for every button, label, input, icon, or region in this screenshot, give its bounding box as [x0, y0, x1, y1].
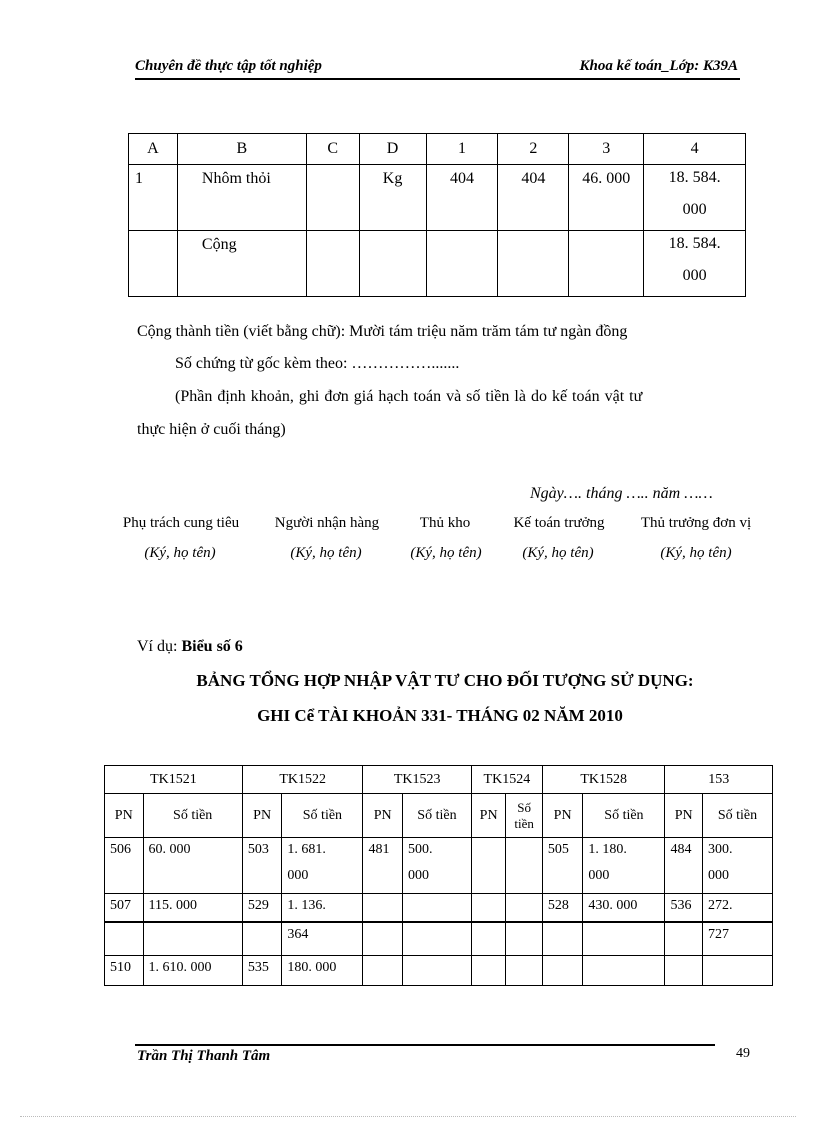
col-header: 4 [644, 134, 746, 165]
date-line: Ngày…. tháng ….. năm …… [530, 485, 713, 502]
amount-cell: 727 [702, 922, 772, 956]
amount-cell: 1. 136. [282, 894, 363, 922]
cell-price: 46. 000 [569, 165, 644, 231]
cell-qty-1: 404 [426, 165, 498, 231]
total-amount-line-2: 000 [682, 267, 707, 284]
amount-cell: 180. 000 [282, 956, 363, 986]
table-row [129, 165, 746, 231]
page-bottom-divider [20, 1116, 796, 1117]
group-header: TK1521 [105, 766, 243, 794]
table-title-2: GHI Cể TÀI KHOẢN 331- THÁNG 02 NĂM 2010 [257, 706, 623, 725]
table-header-row [129, 134, 746, 165]
signature-role: Thủ trưởng đơn vị [640, 515, 752, 531]
pn-header: PN [105, 794, 144, 838]
attached-docs: Số chứng từ gốc kèm theo: ……………....... [175, 355, 460, 372]
example-prefix: Ví dụ: [137, 638, 182, 655]
signature-note: (Ký, họ tên) [290, 545, 362, 561]
footer-rule [135, 1044, 715, 1046]
signature-role: Kế toán trưởng [513, 515, 605, 531]
signature-note: (Ký, họ tên) [144, 545, 216, 561]
col-header: B [177, 134, 306, 165]
receipt-table [128, 133, 746, 297]
signature-note: (Ký, họ tên) [660, 545, 732, 561]
amount-header: Số tiền [402, 794, 471, 838]
signature-role: Người nhận hàng [274, 515, 380, 531]
pn-cell: 536 [665, 894, 703, 922]
signature-note: (Ký, họ tên) [410, 545, 482, 561]
table-row [105, 838, 773, 894]
amount-line-2: 000 [707, 868, 729, 883]
pn-header: PN [363, 794, 403, 838]
amount-line-2: 000 [588, 868, 610, 883]
table-title-1: BẢNG TỔNG HỢP NHẬP VẬT TƯ CHO ĐỐI TƯỢNG SỬ DỤNG: [196, 671, 694, 690]
amount-line-1: 18. 584. [668, 169, 721, 186]
amount-cell [702, 838, 772, 894]
header-right: Khoa kế toán_Lớp: K39A [579, 58, 738, 74]
amount-in-words: Cộng thành tiền (viết bằng chữ): Mười tám triệu năm trăm tám tư ngàn đồng [137, 323, 628, 340]
pn-cell: 481 [363, 838, 403, 894]
note-line-2: thực hiện ở cuối tháng) [137, 421, 286, 438]
total-amount-line-1: 18. 584. [668, 235, 721, 252]
pn-cell: 507 [105, 894, 144, 922]
pn-header: PN [665, 794, 703, 838]
amount-cell [583, 838, 665, 894]
amount-cell: 115. 000 [143, 894, 242, 922]
amount-cell: 60. 000 [143, 838, 242, 894]
header-rule [135, 78, 740, 80]
signature-note: (Ký, họ tên) [522, 545, 594, 561]
col-header: 3 [569, 134, 644, 165]
cell-a: 1 [129, 165, 178, 231]
cell-c [306, 165, 359, 231]
amount-header-line-1: Số [517, 799, 531, 815]
amount-line-2: 000 [287, 868, 309, 883]
group-header: TK1524 [471, 766, 542, 794]
example-label [137, 638, 243, 656]
pn-cell: 505 [542, 838, 583, 894]
amount-cell: 272. [702, 894, 772, 922]
amount-line-1: 500. [407, 842, 433, 857]
amount-header: Số tiền [702, 794, 772, 838]
signature-role: Thủ kho [419, 515, 471, 531]
pn-cell: 535 [242, 956, 282, 986]
col-header: 2 [498, 134, 569, 165]
pn-cell: 510 [105, 956, 144, 986]
pn-cell: 503 [242, 838, 282, 894]
total-amount [644, 231, 746, 297]
amount-line-1: 300. [707, 842, 733, 857]
pn-header: PN [542, 794, 583, 838]
group-header: 153 [665, 766, 773, 794]
col-header: A [129, 134, 178, 165]
note-line-1: (Phần định khoản, ghi đơn giá hạch toán và số tiền là do kế toán vật tư [175, 388, 643, 405]
amount-line-1: 1. 681. [287, 842, 326, 857]
group-header-row [105, 766, 773, 794]
table-row [105, 894, 773, 922]
header-left: Chuyên đề thực tập tốt nghiệp [135, 58, 322, 74]
col-header: D [359, 134, 426, 165]
amount-header [506, 794, 542, 838]
amount-header: Số tiền [143, 794, 242, 838]
amount-line-2: 000 [682, 201, 707, 218]
amount-header: Số tiền [583, 794, 665, 838]
amount-cell: 1. 610. 000 [143, 956, 242, 986]
amount-line-2: 000 [407, 868, 429, 883]
pn-cell: 484 [665, 838, 703, 894]
group-header: TK1522 [242, 766, 363, 794]
cell-amount [644, 165, 746, 231]
group-header: TK1528 [542, 766, 665, 794]
amount-cell: 430. 000 [583, 894, 665, 922]
amount-line-1: 1. 180. [588, 842, 627, 857]
footer-author: Trần Thị Thanh Tâm [137, 1048, 271, 1064]
page-number: 49 [736, 1046, 750, 1061]
table-row [105, 956, 773, 986]
signature-role: Phụ trách cung tiêu [122, 515, 240, 531]
table-row [105, 922, 773, 956]
amount-header-line-2: tiền [514, 815, 534, 831]
amount-cell [282, 838, 363, 894]
total-label: Cộng [177, 231, 306, 297]
table-total-row [129, 231, 746, 297]
amount-cell: 364 [282, 922, 363, 956]
pn-header: PN [471, 794, 505, 838]
pn-header: PN [242, 794, 282, 838]
example-form-number: Biểu số 6 [181, 638, 243, 655]
cell-b: Nhôm thỏi [177, 165, 306, 231]
cell-qty-2: 404 [498, 165, 569, 231]
pn-cell: 528 [542, 894, 583, 922]
col-header: C [306, 134, 359, 165]
col-header: 1 [426, 134, 498, 165]
summary-table [104, 765, 773, 986]
sub-header-row [105, 794, 773, 838]
amount-cell [402, 838, 471, 894]
pn-cell: 506 [105, 838, 144, 894]
group-header: TK1523 [363, 766, 471, 794]
pn-cell: 529 [242, 894, 282, 922]
cell-unit: Kg [359, 165, 426, 231]
amount-header: Số tiền [282, 794, 363, 838]
